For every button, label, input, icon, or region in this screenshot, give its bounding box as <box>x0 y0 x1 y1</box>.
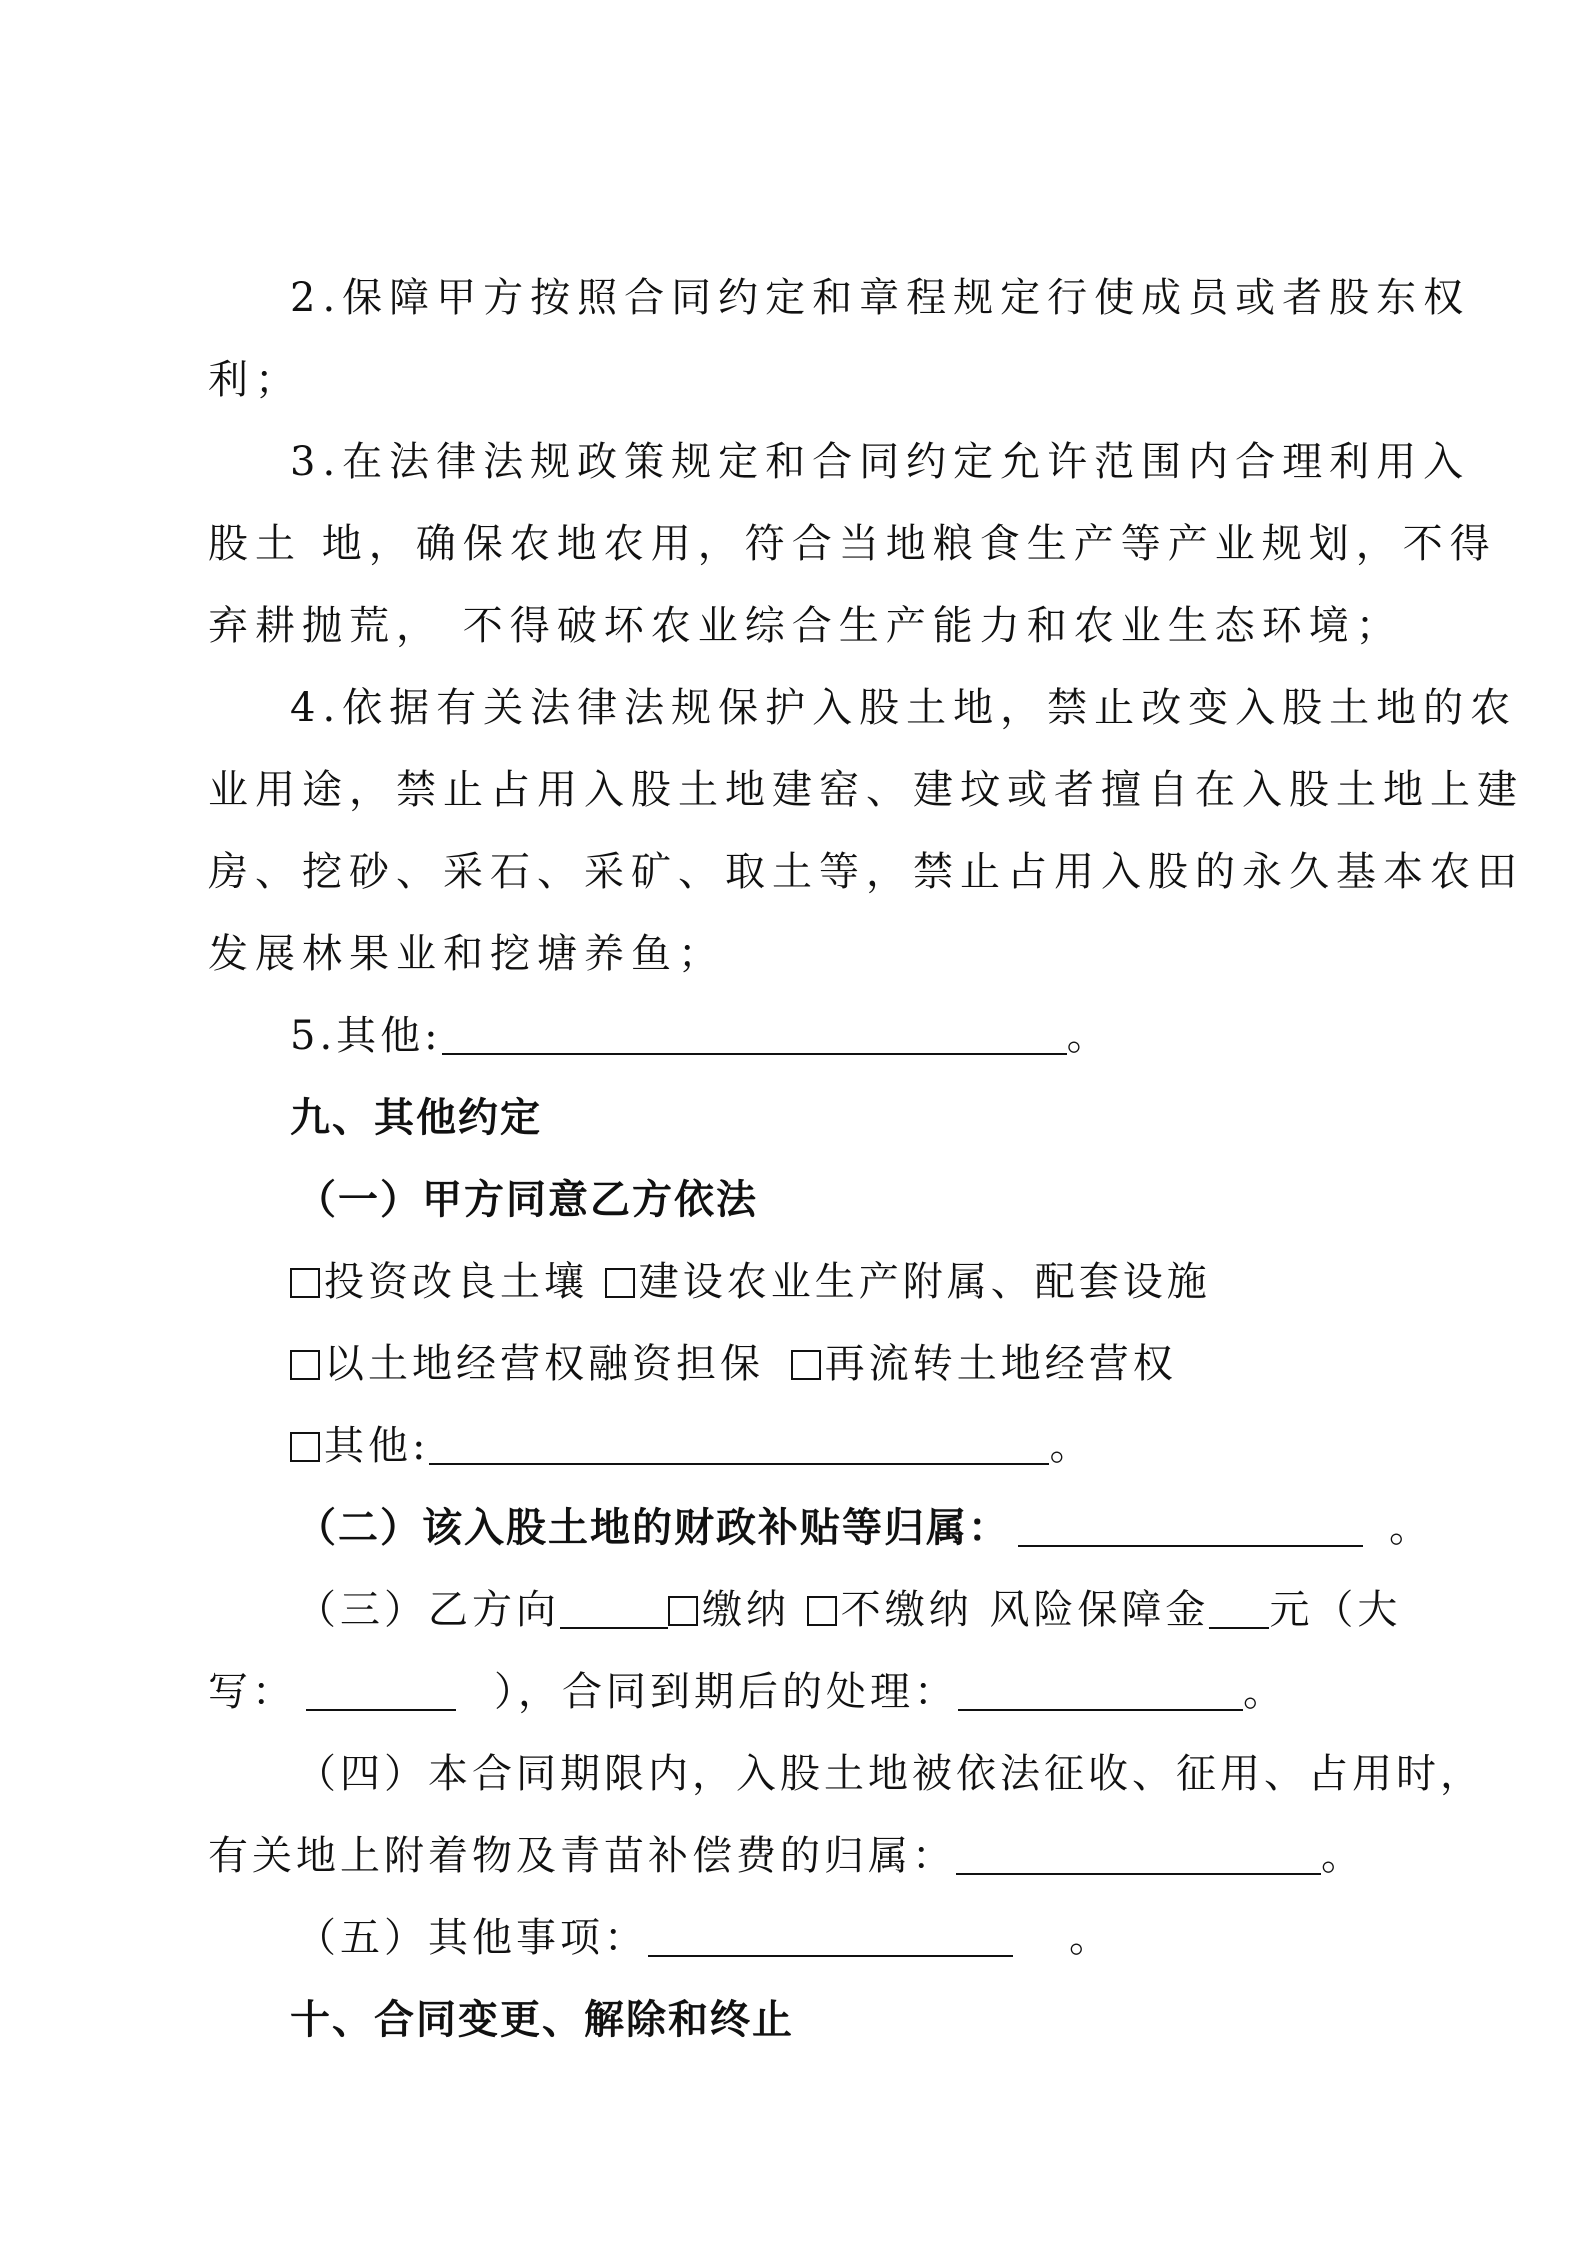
clause-5-label: 5.其他: <box>290 1013 442 1059</box>
sub-3-pay-label: 缴纳 <box>702 1587 790 1633</box>
sub-5-end: 。 <box>1069 1915 1113 1961</box>
section-10-heading: 十、合同变更、解除和终止 <box>290 1996 794 2043</box>
sub-4-end: 。 <box>1321 1833 1365 1879</box>
checkbox-other[interactable] <box>290 1432 320 1462</box>
clause-5-end: 。 <box>1066 1013 1111 1059</box>
sub-2-end: 。 <box>1389 1505 1431 1551</box>
clause-4-line-3: 房、挖砂、采石、采矿、取土等，禁止占用入股的永久基本农田 <box>208 849 1524 895</box>
clause-2-line-1: 2.保障甲方按照合同约定和章程规定行使成员或者股东权 <box>290 275 1471 321</box>
clause-2-line-2: 利； <box>208 357 302 403</box>
sub-5-blank[interactable] <box>648 1915 1013 1957</box>
sub-3-prefix: （三）乙方向 <box>296 1587 560 1633</box>
clause-3-line-3: 弃耕抛荒， 不得破坏农业综合生产能力和农业生态环境； <box>208 603 1403 649</box>
sub-2-blank[interactable] <box>1018 1505 1363 1547</box>
sub-3-deposit-label: 风险保障金 <box>989 1587 1210 1633</box>
option-other-blank[interactable] <box>429 1423 1049 1465</box>
clause-3-line-1: 3.在法律法规政策规定和合同约定允许范围内合理利用入 <box>290 439 1471 485</box>
sub-4-text: 有关地上附着物及青苗补偿费的归属： <box>208 1833 956 1879</box>
section-9-sub-3-line-2 <box>208 1664 1388 1720</box>
checkbox-no-pay[interactable] <box>807 1596 837 1626</box>
sub-3-capital-label: 写： <box>208 1669 296 1715</box>
clause-5 <box>290 1008 1470 1064</box>
clause-3-line-2: 股土 地，确保农地农用，符合当地粮食生产等产业规划，不得 <box>208 521 1497 567</box>
section-9-sub-1: （一）甲方同意乙方依法 <box>296 1176 758 1223</box>
sub-3-no-pay-label: 不缴纳 <box>840 1587 973 1633</box>
section-9-sub-2 <box>296 1500 1476 1556</box>
sub-3-expiry-label: ），合同到期后的处理： <box>494 1669 958 1715</box>
section-9-sub-3-line-1 <box>296 1582 1476 1638</box>
option-build-facilities-label: 建设农业生产附属、配套设施 <box>638 1259 1211 1305</box>
options-row-2 <box>290 1336 1470 1392</box>
sub-3-amount-blank[interactable] <box>1209 1587 1269 1629</box>
section-9-heading: 九、其他约定 <box>290 1094 542 1141</box>
sub-3-end: 。 <box>1243 1669 1287 1715</box>
sub-3-yuan: 元（大 <box>1269 1587 1402 1633</box>
sub-4-blank[interactable] <box>956 1833 1321 1875</box>
clause-4-line-4: 发展林果业和挖塘养鱼； <box>208 931 725 977</box>
checkbox-improve-soil[interactable] <box>290 1268 320 1298</box>
option-other-label: 其他: <box>324 1423 430 1469</box>
option-other-end: 。 <box>1049 1423 1094 1469</box>
clause-4-line-2: 业用途，禁止占用入股土地建窑、建坟或者擅自在入股土地上建 <box>208 767 1524 813</box>
option-retransfer-label: 再流转土地经营权 <box>824 1341 1177 1387</box>
option-financing-label: 以土地经营权融资担保 <box>324 1341 764 1387</box>
section-9-sub-4-line-1: （四）本合同期限内，入股土地被依法征收、征用、占用时， <box>296 1751 1484 1797</box>
sub-2-text: （二）该入股土地的财政补贴等归属： <box>296 1504 1010 1551</box>
checkbox-retransfer[interactable] <box>791 1350 821 1380</box>
option-improve-soil-label: 投资改良土壤 <box>324 1259 588 1305</box>
sub-3-expiry-blank[interactable] <box>958 1669 1243 1711</box>
options-row-3 <box>290 1418 1470 1474</box>
checkbox-financing[interactable] <box>290 1350 320 1380</box>
section-9-sub-5 <box>296 1910 1476 1966</box>
sub-5-text: （五）其他事项： <box>296 1915 648 1961</box>
sub-3-recipient-blank[interactable] <box>560 1587 668 1629</box>
options-row-1 <box>290 1254 1470 1310</box>
checkbox-pay[interactable] <box>668 1596 698 1626</box>
clause-5-blank[interactable] <box>442 1013 1067 1055</box>
clause-4-line-1: 4.依据有关法律法规保护入股土地，禁止改变入股土地的农 <box>290 685 1518 731</box>
checkbox-build-facilities[interactable] <box>605 1268 635 1298</box>
section-9-sub-4-line-2 <box>208 1828 1388 1884</box>
sub-3-capital-blank[interactable] <box>306 1669 456 1711</box>
